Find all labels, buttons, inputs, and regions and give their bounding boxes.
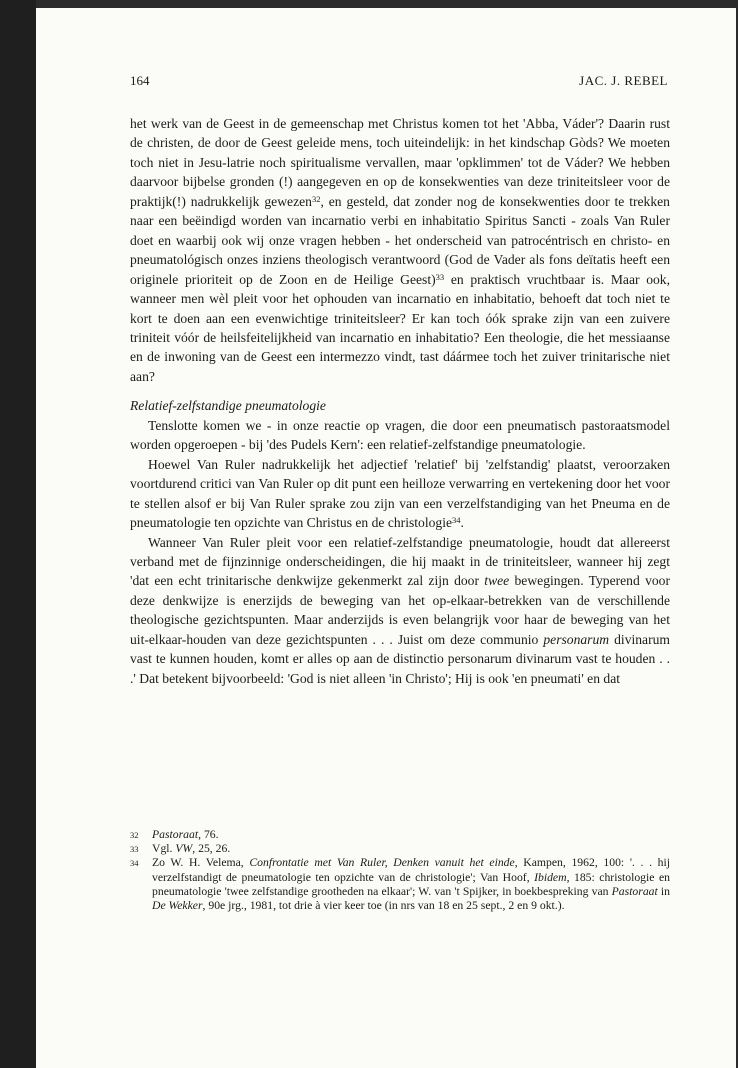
footnote-number: 34 bbox=[130, 858, 139, 869]
footnotes bbox=[130, 828, 670, 913]
paragraph-4: Wanneer Van Ruler pleit voor een relatief-zelfstandige pneumatologie, houdt dat allereerst verband met de fijnzinnige onderscheidingen, die hij maakt in de triniteitsleer, wanneer hij zegt 'dat een echt trinitarische denkwijze gekenmerkt zal zijn door twee bewegingen. Typerend voor deze denkwijze is enerzijds de beweging van het op-elkaar-betrekken van de verschillende theologische gezichtspunten. Maar anderzijds is even belangrijk voor haar de beweging van het uit-elkaar-houden van deze gezichtspunten . . . Juist om deze communio personarum divinarum vast te kunnen houden, komt er alles op aan de distinctio personarum divinarum vast te houden . . .' Dat betekent bijvoorbeeld: 'God is niet alleen 'in Christo'; Hij is ook 'en pneumati' en dat bbox=[130, 534, 670, 686]
footnote-33: 33 Vgl. VW, 25, 26. bbox=[130, 842, 231, 856]
footnote-32: 32 Pastoraat, 76. bbox=[130, 828, 219, 841]
paragraph-3: Hoewel Van Ruler nadrukkelijk het adjectief 'relatief' bij 'zelfstandig' plaatst, veroorzaken voortdurend critici van Van Ruler op dit punt een heilloze verwarring en vertekening door het voor te stellen alsof er bij Van Ruler sprake zou zijn van een verzelfstandiging van het Pneuma en de pneumatologie ten opzichte van Christus en de christologie$^{34}$. bbox=[130, 456, 670, 531]
body-text bbox=[130, 114, 670, 688]
running-head: JAC. J. REBEL bbox=[579, 73, 668, 88]
footnote-number: 32 bbox=[130, 830, 139, 840]
footnote-number: 33 bbox=[130, 844, 139, 855]
footnote-ref-33: 33 bbox=[435, 271, 445, 282]
footnote-34: 34 Zo W. H. Velema, Confrontatie met Van Ruler, Denken vanuit het einde, Kampen, 1962, 100: '. . . hij verzelfstandigt de pneumatologie ten opzichte van de christologie'; Van Hoof, Ibidem, 185: christologie en pneumatologie 'twee zelfstandige grootheden na elkaar'; W. van 't Spijker, in boekbespreking van Pastoraat in De Wekker, 90e jrg., 1981, tot drie à vier keer toe (in nrs van 18 en 25 sept., 2 en 9 okt.). bbox=[130, 856, 671, 913]
page-number: 164 bbox=[130, 73, 150, 88]
section-heading: Relatief-zelfstandige pneumatologie bbox=[130, 398, 326, 414]
footnote-ref-34: 34 bbox=[452, 515, 461, 526]
paragraph-1: het werk van de Geest in de gemeenschap met Christus komen tot het 'Abba, Váder'? Daarin rust de christen, de door de Geest geleide mens, toch uiteindelijk: in het kindschap Gòds? We moeten toch niet in Jesu-latrie noch spiritualisme vervallen, maar 'opklimmen' tot de Váder? We hebben daarvoor bijbelse gronden (!) aangegeven en op de konsekwenties van deze triniteitsleer voor de praktijk(!) nadrukkelijk gewezen$^{32}$, en gesteld, dat zonder nog de konsekwenties door te trekken naar een beëindigd worden van incarnatio verbi en inhabitatio Spiritus Sancti - zoals Van Ruler doet en waarbij ook wij onze vragen hebben - het onderscheid van patrocéntrisch en christo- en pneumatológisch onzes inziens theologisch verantwoord (God de Vader als fons deïtatis heeft een originele prioriteit op de Zoon en de Heilige Geest)$^{33}$ en praktisch vruchtbaar is. Maar ook, wanneer men wèl pleit voor het ophouden van incarnatio en inhabitatio, behoeft dat toch niet te kort te doen aan een evenwichtige triniteitsleer? Er kan toch óók sprake zijn van een zuivere triniteit vóór de heilsfeitelijkheid van incarnatio en inhabitatio? Een theologie, die het messiaanse en de inwoning van de Geest een intermezzo vindt, tast dáármee toch het zuiver trinitarische niet aan? bbox=[130, 116, 670, 384]
footnote-ref-32: 32 bbox=[311, 193, 321, 204]
scan-left-border bbox=[0, 0, 36, 1068]
paragraph-2: Tenslotte komen we - in onze reactie op vragen, die door een pneumatisch pastoraatsmodel worden opgeroepen - bij 'des Pudels Kern': een relatief-zelfstandige pneumatologie. bbox=[130, 417, 670, 453]
